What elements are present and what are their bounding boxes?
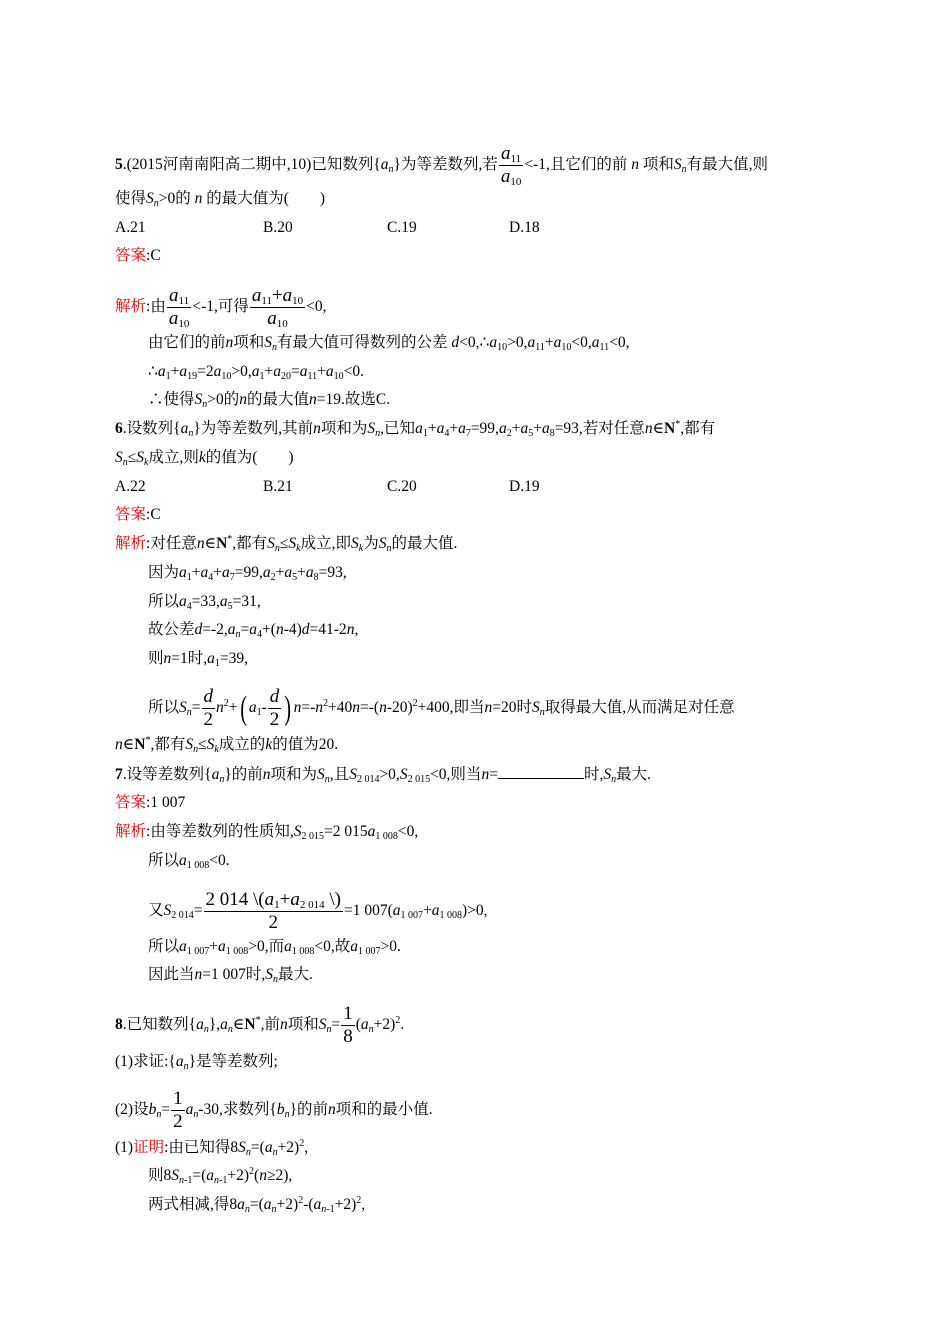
- q6-answer: 答案:C: [115, 506, 161, 523]
- q6-option-a: A.22: [115, 478, 146, 495]
- q6-option-b: B.21: [263, 478, 293, 495]
- q6-option-c: C.20: [387, 478, 417, 495]
- q7-analysis-line1: 解析:由等差数列的性质知$,S_{2 015}=2$ $015a_{1 008}<0$,: [115, 823, 419, 842]
- q5-stem-line2: 使得$S_n>0$的 n 的最大值为( ): [115, 190, 326, 209]
- q6-stem-line1: 6.设数列$\{a_n\}$为等差数列,其前n项和为$S_n$,已知$a_1+a_4+a_7=99,a_2+a_5+a_8=93$,若对任意n∈N*,都有: [115, 419, 716, 439]
- q7-answer: 答案:1 007: [115, 794, 186, 811]
- q8-part1: (1)求证$:\{a_n\}$是等差数列;: [115, 1053, 278, 1072]
- q7-stem: 7.设等差数列$\{a_n\}$的前n项和为$S_n$,且$S_{2 014}>0,S_{2 015}<0$,则当n= 时$,S_n$最大.: [115, 766, 651, 785]
- q6-option-d: D.19: [509, 478, 540, 495]
- analysis-label: 解析: [115, 298, 147, 316]
- q6-analysis-line3: 所以$a_4=33,a_5=31$,: [148, 593, 261, 612]
- q6-number: 6: [115, 420, 123, 437]
- q8-part2: (2)设$b_n=$ $\frac{1}{2}$ $a_n-30$,求数列$\{b_n\}$的前n项和的最小值.: [115, 1088, 433, 1132]
- q6-analysis-line1: 解析:对任意n∈N*,都有$S_n\le S_k$成立,即$S_k$为$S_n$的最大值.: [115, 534, 458, 554]
- q7-analysis-line5: 因此当n=1 007时$,S_n$最大.: [148, 966, 313, 985]
- q5-analysis-line1: 解析:由 $\frac{a_{11}}{a_{10}}$ <-1,可得 $\frac{a_{11}+a_{10}}{a_{10}}$ <0,: [115, 285, 327, 330]
- q5-analysis-line2: 由它们的前n项和$S_n$有最大值可得数列的公差 $d<0,\therefore a_{10}>0,a_{11}+a_{10}<0,a_{11}<0$,: [148, 334, 630, 353]
- q7-analysis-line2: 所以$a_{1 008}<0$.: [148, 852, 230, 871]
- q6-stem-line2: $S_n\le S_k$成立,则k的值为( ): [115, 449, 294, 468]
- q8-proof-line3: 两式相减,得$8a_n=(a_n+2)^2-(a_{n-1}+2)^2$,: [148, 1195, 366, 1215]
- q5-fraction: $\frac{a_{11}}{a_{10}}$: [500, 143, 522, 188]
- q5-analysis-line4: ∴使得$S_n>0$的n的最大值n=19.故选C.: [148, 391, 391, 410]
- q5-stem-line1: 5.(2015河南南阳高二期中,10)已知数列$\{a_n\}$为等差数列,若 $\frac{a_{11}}{a_{10}}$ <-1,且它们的前 n 项和$S_n$有最大值,则: [115, 143, 769, 188]
- q6-analysis-line2: 因为$a_1+a_4+a_7=99,a_2+a_5+a_8=93$,: [148, 564, 347, 583]
- answer-blank: [498, 764, 584, 779]
- q6-analysis-line7: n∈N*,都有$S_n\le S_k$成立的k的值为20.: [115, 735, 339, 755]
- q8-number: 8: [115, 1016, 123, 1034]
- q6-analysis-line5: 则n=1时$,a_1=39$,: [148, 650, 249, 669]
- q6-analysis-line6: 所以$S_n=$ $\frac{d}{2}$ $n^2+$( $a_1-$ $\frac{d}{2}$ ) $n=-n^2+40n=-(n-20)^2+400$,即当n=20时$S_n$取得最大值,从而满足对任意: [148, 686, 735, 730]
- q8-stem: 8.已知数列$\{a_n\},a_n\in N^*$,前n项和$S_n=$ $\frac{1}{8}$ $(a_n+2)^2$.: [115, 1003, 405, 1047]
- q7-analysis-line4: 所以$a_{1 007}+a_{1 008}>0$,而$a_{1 008}<0$,故$a_{1 007}>0$.: [148, 938, 401, 957]
- q7-number: 7: [115, 766, 123, 783]
- q5-option-c: C.19: [387, 219, 417, 236]
- q6-analysis-line4: 故公差$d=-2,a_n=a_4+(n-4)d=41-2n$,: [148, 621, 359, 640]
- q5-number: 5: [115, 156, 123, 174]
- q8-proof-line1: (1)证明:由已知得$8S_n=(a_n+2)^2$,: [115, 1138, 309, 1158]
- q5-option-a: A.21: [115, 219, 146, 236]
- q7-analysis-line3: 又$S_{2 014}=$ $\frac{2 014 \backslash(a_1+a_{2 014} \backslash)}{2}$ =1 $007(a_{1 007}+a_{1 008})>0$,: [148, 889, 488, 933]
- q8-proof-line2: 则$8S_{n-1}=(a_{n-1}+2)^2(n\ge 2)$,: [148, 1166, 293, 1186]
- q5-analysis-line3: $\therefore a_1+a_{19}=2a_{10}>0,a_1+a_{20}=a_{11}+a_{10}<0$.: [148, 363, 365, 382]
- answer-label: 答案: [115, 247, 147, 264]
- q5-answer: 答案:C: [115, 247, 161, 264]
- q5-option-d: D.18: [509, 219, 540, 236]
- proof-label: 证明: [133, 1139, 165, 1156]
- q7-fraction: $\frac{2 014 \backslash(a_1+a_{2 014} \backslash)}{2}$: [205, 889, 341, 933]
- q5-option-b: B.20: [263, 219, 293, 236]
